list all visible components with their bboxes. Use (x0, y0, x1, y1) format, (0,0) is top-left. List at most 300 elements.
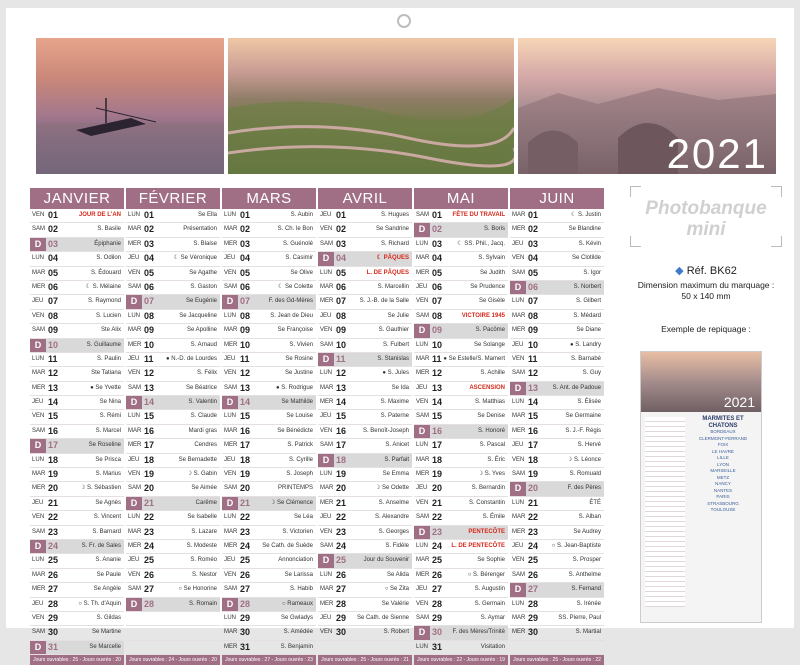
day-row (414, 281, 508, 295)
day-abbr: D (318, 554, 334, 567)
saint-name: S. Claude (190, 413, 217, 420)
day-number: 06 (48, 281, 59, 292)
day-abbr: SAM (128, 586, 142, 593)
saint-name: S. Fernand (571, 586, 601, 593)
day-abbr: D (222, 598, 238, 611)
saint-name: L. DE PÂQUES (366, 269, 409, 276)
day-number: 11 (144, 353, 154, 364)
day-number: 15 (336, 411, 347, 422)
saint-name: Se Apolline (186, 327, 217, 334)
day-row (222, 612, 316, 626)
saint-name: S. Ch. le Bon (277, 226, 313, 233)
day-number: 20 (144, 483, 155, 494)
day-abbr: VEN (32, 312, 45, 319)
day-number: 24 (432, 540, 443, 551)
day-abbr: MAR (320, 485, 334, 492)
day-abbr: VEN (320, 327, 333, 334)
month-footer: Jours ouvrables : 25 - Jours ouvrés : 20 (30, 655, 124, 665)
saint-name: S. Nestor (191, 571, 217, 578)
day-row (30, 554, 124, 568)
saint-name: S. Romuald (569, 471, 601, 478)
saint-name: ☽ S. Gabin (186, 471, 217, 478)
day-number: 21 (336, 497, 347, 508)
month-header: AVRIL (318, 188, 412, 209)
saint-name: ○ S. Bérenger (467, 571, 505, 578)
day-number: 16 (240, 425, 251, 436)
mini-city: FOIX (717, 442, 729, 447)
saint-name: S. Barnabé (570, 355, 601, 362)
saint-name: S. Achille (480, 370, 505, 377)
day-row (126, 382, 220, 396)
saint-name: S. Victorien (282, 528, 313, 535)
day-number: 15 (240, 411, 251, 422)
day-number: 14 (240, 397, 251, 408)
saint-name: Se Denise (477, 413, 505, 420)
day-abbr: MAR (224, 528, 238, 535)
saint-name: S. Stanislas (377, 355, 409, 362)
saint-name: ASCENSION (469, 384, 505, 391)
day-abbr: JEU (128, 456, 140, 463)
day-number: 02 (432, 224, 443, 235)
saint-name: Se Cath. de Sienne (356, 614, 409, 621)
day-abbr: MER (128, 442, 142, 449)
day-row (510, 396, 604, 410)
day-row (222, 540, 316, 554)
day-abbr: SAM (128, 485, 142, 492)
saint-name: Carême (195, 499, 217, 506)
day-row (318, 410, 412, 424)
day-row (126, 410, 220, 424)
saint-name: Se Béatrice (185, 384, 217, 391)
day-row (30, 526, 124, 540)
saint-name: Se Nina (99, 399, 121, 406)
day-row (510, 482, 604, 496)
day-abbr: JEU (512, 341, 524, 348)
saint-name: ● S. Jules (382, 370, 409, 377)
saint-name: S. Guillaume (86, 341, 121, 348)
day-abbr: MER (512, 327, 526, 334)
saint-name: ÉTÉ (589, 499, 601, 506)
day-number: 08 (432, 310, 443, 321)
day-row (126, 252, 220, 266)
reference-text: Réf. BK62 (686, 265, 737, 277)
day-number: 27 (240, 584, 251, 595)
day-row (30, 267, 124, 281)
day-abbr: VEN (320, 629, 333, 636)
saint-name: S. Raymond (87, 298, 121, 305)
day-number: 21 (528, 497, 539, 508)
month-column (222, 188, 316, 665)
saint-name: Se Ella (197, 212, 217, 218)
mini-photo (641, 352, 761, 412)
day-number: 04 (432, 253, 443, 264)
saint-name: S. Émile (482, 514, 505, 521)
saint-name: ○ Se Zita (384, 586, 409, 593)
day-abbr: JEU (128, 557, 140, 564)
day-row (126, 583, 220, 597)
day-row (318, 267, 412, 281)
day-number: 11 (336, 353, 346, 364)
day-number: 28 (144, 598, 155, 609)
day-abbr: MAR (128, 427, 142, 434)
day-number: 04 (144, 253, 155, 264)
day-number: 18 (48, 454, 59, 465)
day-number: 22 (432, 512, 443, 523)
saint-name: S. Kévin (578, 240, 601, 247)
mini-city: TOULOUSE (710, 507, 736, 512)
day-abbr: D (510, 583, 526, 596)
saint-name: Se Jacqueline (179, 312, 217, 319)
day-row (510, 598, 604, 612)
day-abbr: MAR (320, 586, 334, 593)
saint-name: Se Gwladys (280, 614, 313, 621)
saint-name: Ste Tatiana (91, 370, 121, 377)
day-number: 20 (528, 483, 539, 494)
day-abbr: MAR (320, 283, 334, 290)
day-row (222, 396, 316, 410)
day-abbr: LUN (512, 298, 525, 305)
saint-name: ○ S. Th. d'Aquin (78, 600, 121, 607)
saint-name: S. Hugues (380, 212, 409, 218)
day-row (510, 526, 604, 540)
day-number: 05 (48, 267, 59, 278)
saint-name: ☾ PÂQUES (376, 255, 409, 262)
day-row (510, 281, 604, 295)
day-abbr: JEU (416, 384, 428, 391)
day-abbr: MER (512, 528, 526, 535)
day-abbr: LUN (224, 312, 237, 319)
day-abbr: MAR (512, 212, 526, 218)
day-abbr: LUN (512, 600, 525, 607)
day-row (30, 468, 124, 482)
day-number: 01 (144, 210, 155, 220)
day-abbr: SAM (416, 212, 430, 218)
day-number: 30 (528, 627, 539, 638)
day-abbr: MAR (224, 226, 238, 233)
day-number: 24 (528, 540, 539, 551)
day-row (30, 612, 124, 626)
day-number: 15 (48, 411, 59, 422)
day-row (318, 281, 412, 295)
day-abbr: MER (128, 341, 142, 348)
day-row (126, 339, 220, 353)
day-row (30, 209, 124, 223)
day-number: 06 (432, 281, 443, 292)
day-row (30, 425, 124, 439)
day-number: 18 (144, 454, 155, 465)
day-row (414, 583, 508, 597)
saint-name: S. Anselme (378, 499, 409, 506)
day-row (318, 382, 412, 396)
month-footer: Jours ouvrables : 25 - Jours ouvrés : 22 (510, 655, 604, 665)
day-number: 31 (240, 641, 251, 652)
day-number: 19 (432, 469, 443, 480)
saint-name: Se Germaine (565, 413, 601, 420)
day-abbr: SAM (512, 471, 526, 478)
month-column (126, 188, 220, 665)
month-header: MARS (222, 188, 316, 209)
day-row (30, 353, 124, 367)
day-abbr: JEU (224, 255, 236, 262)
saint-name: S. Gauthier (378, 327, 409, 334)
day-number: 09 (432, 325, 443, 336)
day-abbr: JEU (128, 255, 140, 262)
beach-photo (36, 38, 224, 174)
mini-city: CLERMONT-FERRAND (698, 435, 748, 441)
day-row (222, 468, 316, 482)
saint-name: S. Prosper (572, 557, 601, 564)
day-number: 12 (336, 368, 347, 379)
day-row (510, 223, 604, 237)
day-number: 29 (336, 612, 347, 623)
day-row (30, 396, 124, 410)
day-row (222, 583, 316, 597)
day-number: 02 (240, 224, 251, 235)
day-number: 07 (336, 296, 347, 307)
day-abbr: VEN (128, 471, 141, 478)
saint-name: Se Rosine (285, 355, 313, 362)
day-number: 04 (48, 253, 59, 264)
saint-name: S. Honoré (477, 427, 505, 434)
month-header: MAI (414, 188, 508, 209)
day-row (30, 454, 124, 468)
day-abbr: VEN (32, 614, 45, 621)
day-abbr: VEN (224, 471, 237, 478)
day-number: 15 (528, 411, 539, 422)
day-number: 30 (432, 627, 443, 638)
saint-name: S. Marius (95, 471, 121, 478)
day-row (222, 295, 316, 309)
day-row (510, 511, 604, 525)
day-abbr: VEN (320, 226, 333, 233)
day-abbr: JEU (416, 586, 428, 593)
day-row (510, 267, 604, 281)
day-abbr: LUN (416, 542, 429, 549)
day-number: 09 (528, 325, 539, 336)
day-number: 03 (144, 238, 155, 249)
day-abbr: MER (416, 571, 430, 578)
day-row (510, 410, 604, 424)
day-number: 25 (432, 555, 443, 566)
day-row (318, 425, 412, 439)
day-number: 22 (48, 512, 59, 523)
day-number: 13 (144, 382, 155, 393)
saint-name: ○ Rameaux (282, 600, 313, 607)
day-abbr: MAR (416, 355, 430, 362)
day-abbr: MER (416, 471, 430, 478)
saint-name: S. Habib (289, 586, 313, 593)
day-number: 13 (48, 382, 59, 393)
day-number: 27 (48, 584, 59, 595)
reference (626, 264, 786, 277)
day-number: 07 (48, 296, 59, 307)
saint-name: S. Roméo (190, 557, 217, 564)
day-number: 02 (336, 224, 347, 235)
mini-brand: MARMITES ET CHATONS (702, 416, 744, 429)
day-abbr: MAR (512, 413, 526, 420)
day-number: 04 (528, 253, 539, 264)
day-number: 03 (528, 238, 539, 249)
saint-name: Se Eugénie (185, 298, 217, 305)
day-row (414, 641, 508, 655)
day-number: 14 (144, 397, 155, 408)
month-header: FÉVRIER (126, 188, 220, 209)
day-abbr: D (126, 396, 142, 409)
saint-name: ☽ Se Odette (374, 485, 409, 492)
day-abbr: MAR (128, 528, 142, 535)
saint-name: S. J.-B. de la Salle (359, 298, 409, 305)
saint-name: S. Marcellin (377, 283, 409, 290)
day-abbr: SAM (224, 586, 238, 593)
day-abbr: D (30, 641, 46, 654)
day-row (318, 439, 412, 453)
day-row (414, 310, 508, 324)
day-row (222, 497, 316, 511)
day-row (414, 396, 508, 410)
day-row (318, 252, 412, 266)
side-panel (626, 186, 786, 616)
day-row (222, 482, 316, 496)
mini-city: LILLE (717, 455, 729, 460)
day-number: 22 (336, 512, 347, 523)
day-abbr: VEN (32, 514, 45, 521)
saint-name: F. des Pères (567, 485, 601, 492)
day-number: 16 (432, 425, 443, 436)
saint-name: S. Constantin (468, 499, 505, 506)
empty-row (126, 612, 220, 626)
day-number: 18 (432, 454, 443, 465)
day-number: 23 (144, 526, 155, 537)
day-number: 01 (336, 210, 347, 220)
day-row (510, 468, 604, 482)
day-row (222, 223, 316, 237)
day-number: 10 (240, 339, 251, 350)
saint-name: Présentation (183, 226, 217, 233)
day-row (126, 554, 220, 568)
day-abbr: D (318, 454, 334, 467)
saint-name: Se Alida (386, 571, 409, 578)
saint-name: Mardi gras (188, 427, 217, 434)
day-number: 19 (528, 469, 539, 480)
day-number: 07 (144, 296, 155, 307)
saint-name: ☽ S. Sébastien (79, 485, 121, 492)
day-abbr: JEU (416, 485, 428, 492)
day-row (126, 598, 220, 612)
saint-name: S. Édouard (90, 269, 121, 276)
saint-name: S. Aymar (480, 614, 505, 621)
day-number: 02 (48, 224, 59, 235)
day-abbr: SAM (512, 571, 526, 578)
day-abbr: VEN (320, 427, 333, 434)
day-abbr: VEN (224, 571, 237, 578)
saint-name: S. Boris (483, 226, 505, 233)
saint-name: Se Valérie (381, 600, 409, 607)
day-abbr: MAR (416, 456, 430, 463)
mini-cities (689, 429, 757, 514)
day-number: 13 (432, 382, 443, 393)
day-number: 30 (240, 627, 251, 638)
day-row (510, 252, 604, 266)
saint-name: ☾ S. Justin (570, 212, 601, 218)
day-abbr: JEU (32, 399, 44, 406)
saint-name: Se Mathilde (281, 399, 313, 406)
day-row (126, 526, 220, 540)
day-number: 23 (528, 526, 539, 537)
day-row (318, 482, 412, 496)
day-abbr: D (414, 223, 430, 236)
day-abbr: LUN (32, 557, 45, 564)
month-column (30, 188, 124, 665)
day-abbr: VEN (128, 370, 141, 377)
month-column (510, 188, 604, 665)
day-number: 25 (240, 555, 251, 566)
saint-name: ● N.-D. de Lourdes (166, 355, 217, 362)
day-abbr: SAM (416, 614, 430, 621)
day-number: 04 (240, 253, 251, 264)
saint-name: ○ Se Honorine (178, 586, 217, 593)
day-number: 03 (336, 238, 347, 249)
saint-name: F. des Gd-Mères (268, 298, 313, 305)
saint-name: S. Aubin (290, 212, 313, 218)
day-number: 22 (144, 512, 155, 523)
mini-preview (640, 351, 762, 623)
day-abbr: MAR (128, 327, 142, 334)
saint-name: S. Fulbert (382, 341, 409, 348)
saint-name: S. J.-F. Régis (565, 427, 601, 434)
saint-name: Se Paule (96, 571, 121, 578)
saint-name: ☾ Se Véronique (173, 255, 217, 262)
day-number: 11 (528, 353, 538, 364)
saint-name: Se Martine (91, 629, 121, 636)
day-abbr: MER (224, 442, 238, 449)
day-number: 02 (528, 224, 539, 235)
day-abbr: SAM (224, 384, 238, 391)
day-number: 10 (144, 339, 155, 350)
mini-city: METZ (716, 474, 730, 480)
day-row (30, 540, 124, 554)
day-row (414, 367, 508, 381)
day-row (510, 310, 604, 324)
day-number: 12 (48, 368, 59, 379)
day-row (510, 295, 604, 309)
day-number: 14 (528, 397, 539, 408)
day-row (126, 468, 220, 482)
frame-corner (630, 186, 641, 197)
day-row (318, 468, 412, 482)
day-row (126, 238, 220, 252)
day-number: 11 (432, 353, 442, 364)
saint-name: S. Gilbert (575, 298, 601, 305)
day-row (30, 324, 124, 338)
saint-name: S. Élisée (577, 399, 601, 406)
day-abbr: MAR (416, 255, 430, 262)
saint-name: S. Augustin (474, 586, 505, 593)
mini-city: STRASBOURG (707, 500, 739, 506)
day-number: 11 (48, 353, 58, 364)
day-abbr: VEN (128, 269, 141, 276)
day-number: 20 (336, 483, 347, 494)
saint-name: ○ S. Jean-Baptiste (551, 542, 601, 549)
day-row (222, 281, 316, 295)
saint-name: S. Ant. de Padoue (552, 384, 601, 391)
day-number: 24 (240, 540, 251, 551)
day-row (414, 252, 508, 266)
day-abbr: LUN (224, 514, 237, 521)
saint-name: S. Guy (582, 370, 601, 377)
day-row (318, 209, 412, 223)
saint-name: S. Modeste (186, 542, 217, 549)
day-abbr: SAM (320, 542, 334, 549)
